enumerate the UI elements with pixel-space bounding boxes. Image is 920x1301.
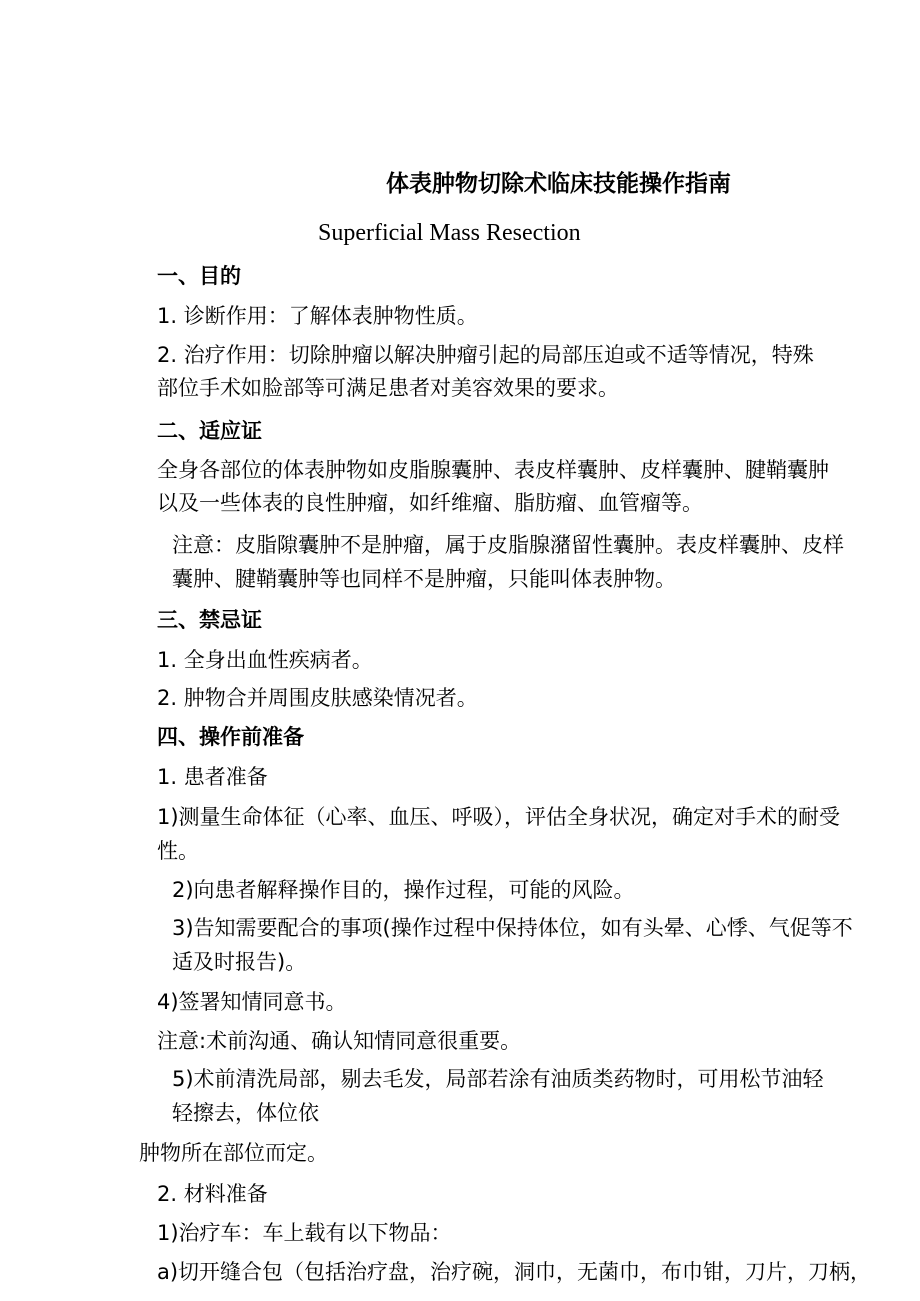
paragraph-line: 部位手术如脸部等可满足患者对美容效果的要求。	[157, 376, 619, 400]
paragraph-line: 性。	[157, 839, 199, 863]
paragraph-line: 1. 全身出血性疾病者。	[157, 648, 373, 672]
paragraph-line: 1. 诊断作用：了解体表肿物性质。	[157, 304, 478, 328]
subheading-patient: 1. 患者准备	[157, 765, 268, 789]
paragraph-line: 5)术前清洗局部，剔去毛发，局部若涂有油质类药物时，可用松节油轻	[172, 1067, 824, 1091]
paragraph-line: 2)向患者解释操作目的，操作过程，可能的风险。	[172, 878, 635, 902]
section-heading-indications: 二、适应证	[157, 419, 262, 443]
note-line: 囊肿、腱鞘囊肿等也同样不是肿瘤，只能叫体表肿物。	[172, 567, 676, 591]
document-title: 体表肿物切除术临床技能操作指南	[386, 171, 731, 197]
paragraph-line: 2. 治疗作用：切除肿瘤以解决肿瘤引起的局部压迫或不适等情况，特殊	[157, 343, 814, 367]
paragraph-line: 1)测量生命体征（心率、血压、呼吸），评估全身状况，确定对手术的耐受	[157, 805, 841, 829]
note-line: 注意：皮脂隙囊肿不是肿瘤，属于皮脂腺潴留性囊肿。表皮样囊肿、皮样	[172, 533, 844, 557]
section-heading-preparation: 四、操作前准备	[157, 725, 304, 749]
paragraph-line: 全身各部位的体表肿物如皮脂腺囊肿、表皮样囊肿、皮样囊肿、腱鞘囊肿	[157, 458, 829, 482]
document-subtitle: Superficial Mass Resection	[318, 220, 581, 246]
note-line: 注意:术前沟通、确认知情同意很重要。	[157, 1029, 522, 1053]
paragraph-line: 3)告知需要配合的事项(操作过程中保持体位，如有头晕、心悸、气促等不	[172, 916, 853, 940]
section-heading-purpose: 一、目的	[157, 264, 241, 288]
subheading-materials: 2. 材料准备	[157, 1182, 268, 1206]
paragraph-line: 2. 肿物合并周围皮肤感染情况者。	[157, 686, 478, 710]
paragraph-line: a)切开缝合包（包括治疗盘，治疗碗，洞巾，无菌巾，布巾钳，刀片，刀柄，	[157, 1260, 872, 1284]
section-heading-contraindications: 三、禁忌证	[157, 608, 262, 632]
paragraph-line: 以及一些体表的良性肿瘤，如纤维瘤、脂肪瘤、血管瘤等。	[157, 491, 703, 515]
paragraph-line: 适及时报告)。	[172, 950, 307, 974]
paragraph-line: 轻擦去，体位依	[172, 1101, 319, 1125]
paragraph-line: 肿物所在部位而定。	[139, 1141, 328, 1165]
paragraph-line: 4)签署知情同意书。	[157, 990, 347, 1014]
paragraph-line: 1)治疗车：车上载有以下物品：	[157, 1221, 452, 1245]
